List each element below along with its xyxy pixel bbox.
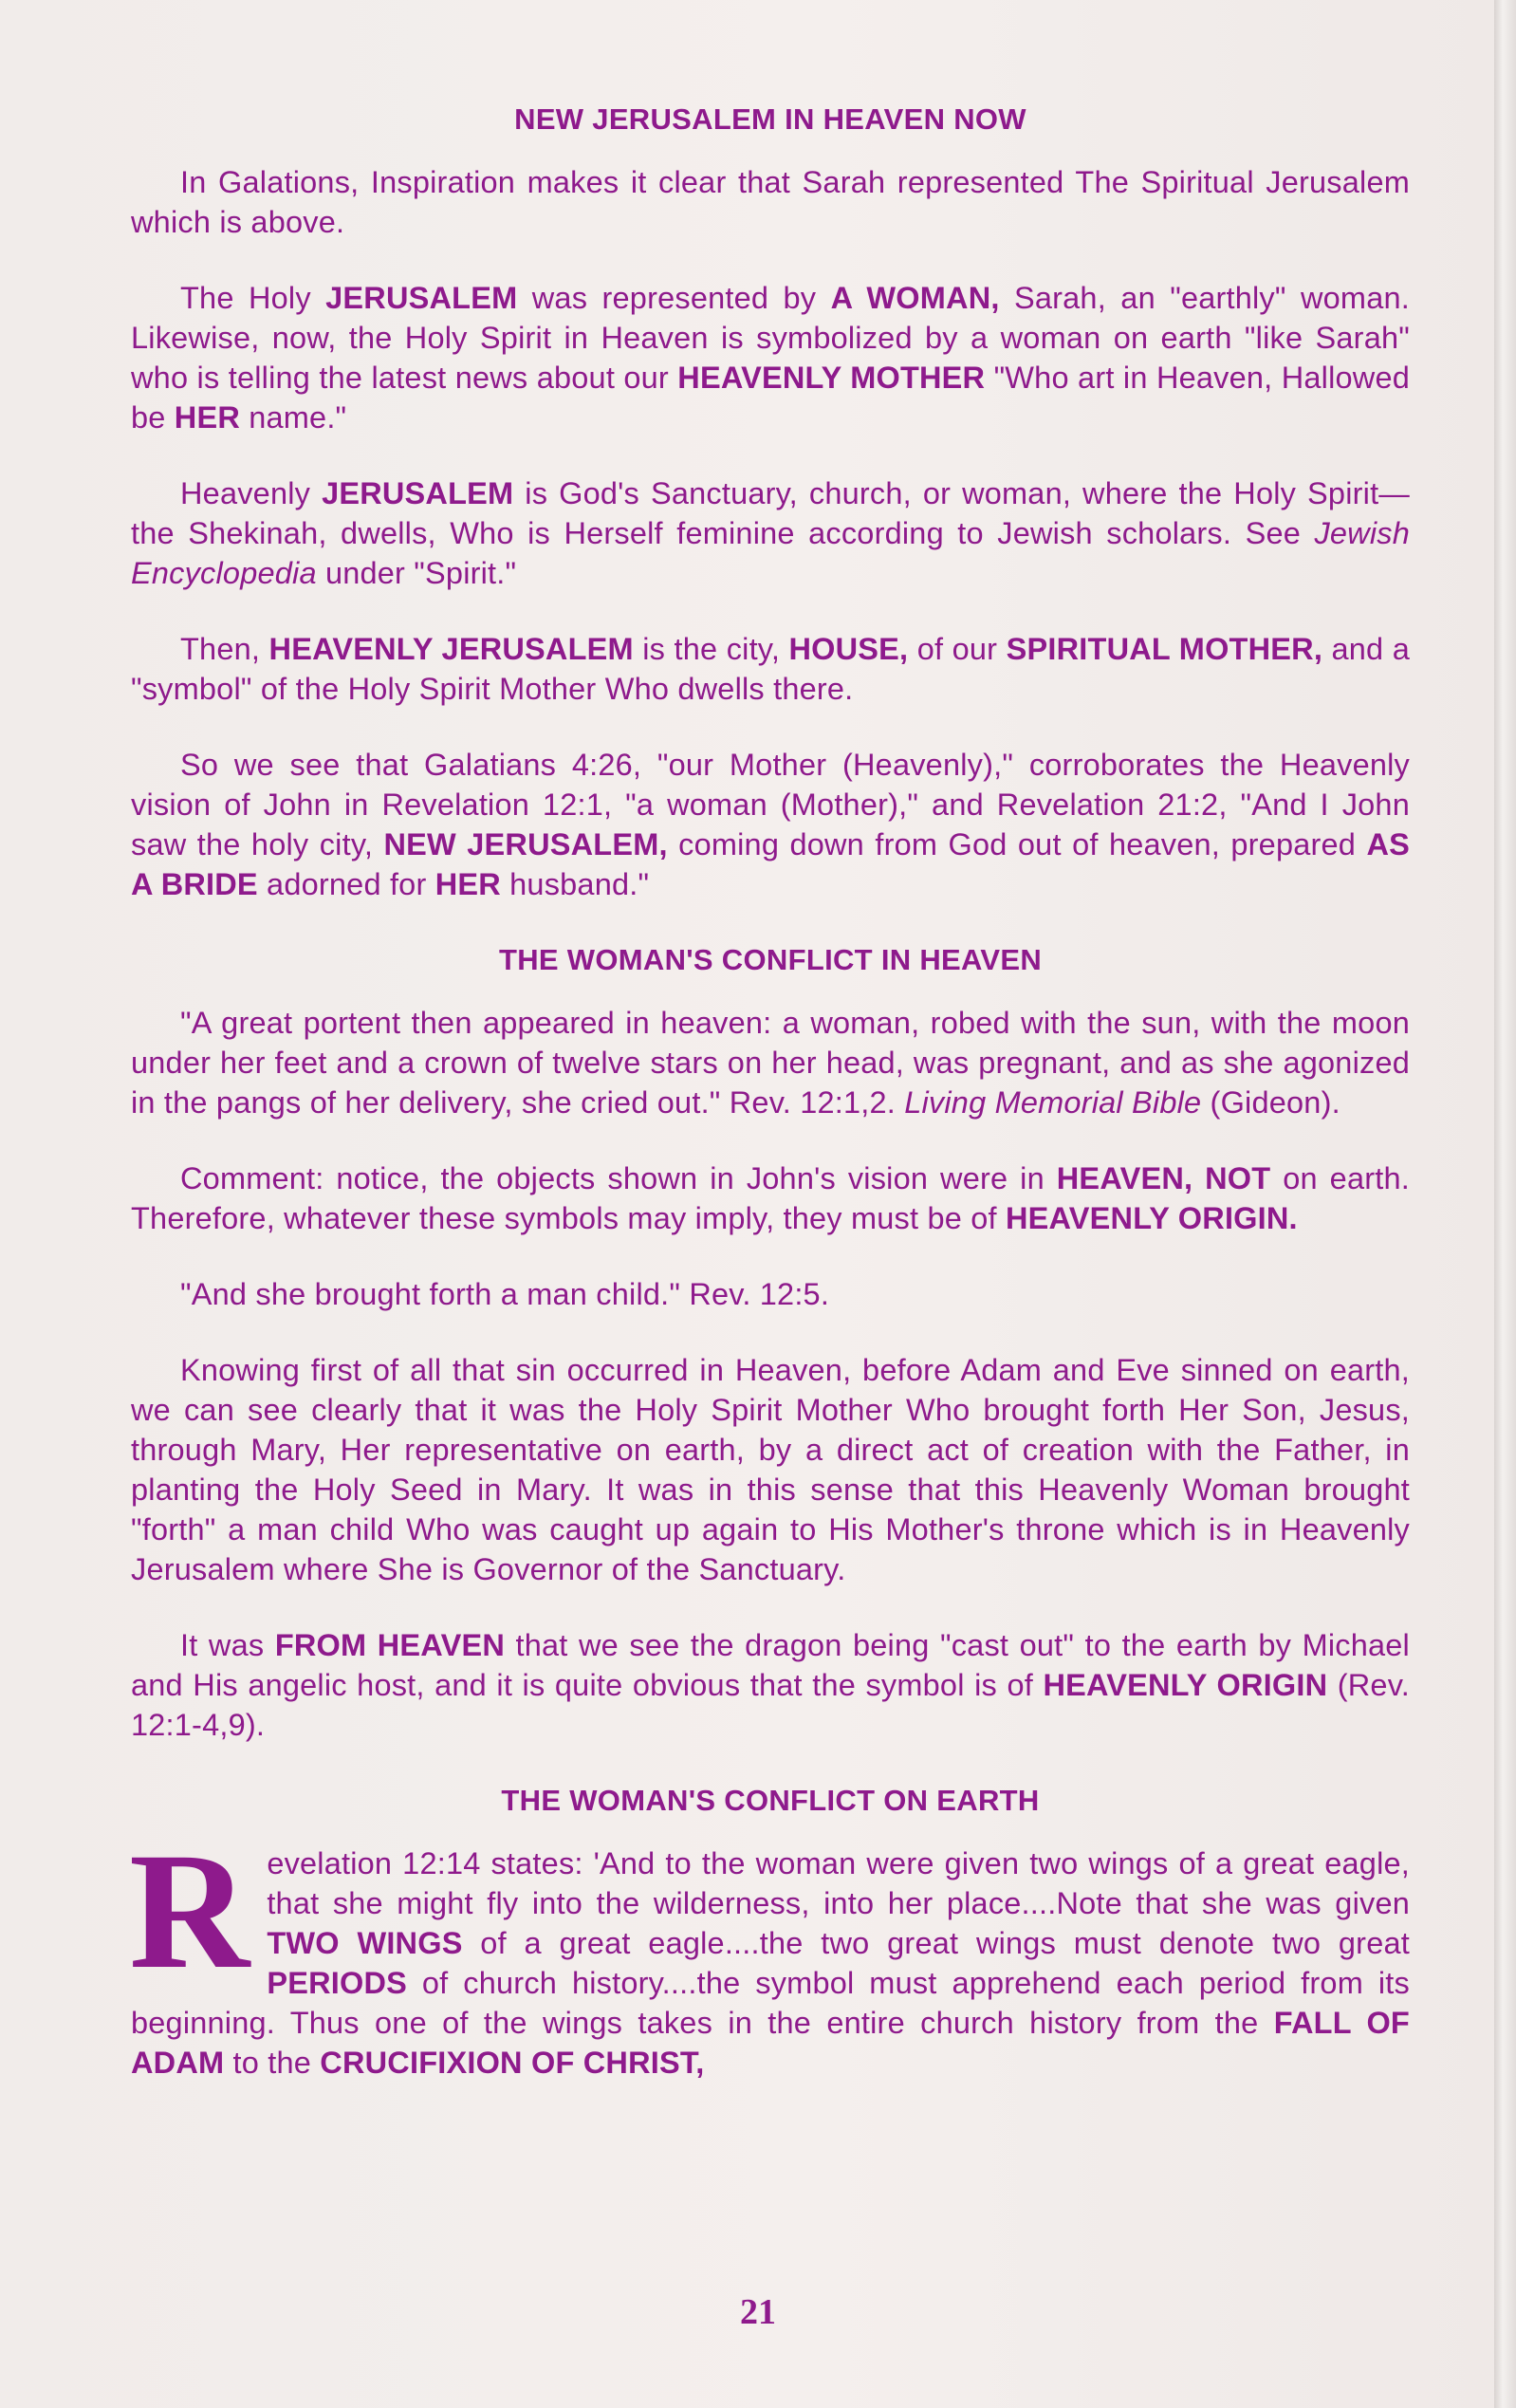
paragraph-galations: In Galations, Inspiration makes it clear that Sarah represented The Spiritual Jerusalem which is above.	[131, 165, 1410, 239]
drop-cap-letter: R	[129, 1819, 250, 2004]
page-content	[131, 100, 1410, 2119]
paragraph-heavenly-city: Then, HEAVENLY JERUSALEM is the city, HOUSE, of our SPIRITUAL MOTHER, and a "symbol" of the Holy Spirit Mother Who dwells there.	[131, 632, 1410, 706]
paragraph-from-heaven: It was FROM HEAVEN that we see the dragon being "cast out" to the earth by Michael and His angelic host, and it is quite obvious that the symbol is of HEAVENLY ORIGIN (Rev. 12:1-4,9).	[131, 1628, 1410, 1742]
page-edge	[1494, 0, 1516, 2408]
section-heading-new-jerusalem: NEW JERUSALEM IN HEAVEN NOW	[514, 102, 1026, 136]
paragraph-man-child: "And she brought forth a man child." Rev. 12:5.	[180, 1277, 830, 1311]
paragraph-revelation-wings: Revelation 12:14 states: 'And to the woman were given two wings of a great eagle, that she might fly into the wilderness, into her place....Note that she was given TWO WINGS of a great eagle....the two great wings must denote two great PERIODS of church history....the symbol must apprehend each period from its beginning. Thus one of the wings takes in the entire church history from the FALL OF ADAM to the CRUCIFIXION OF CHRIST,	[129, 1819, 1410, 2080]
paragraph-holy-jerusalem: The Holy JERUSALEM was represented by A WOMAN, Sarah, an "earthly" woman. Likewise, now, the Holy Spirit in Heaven is symbolized by a woman on earth "like Sarah" who is telling the latest news about our HEAVENLY MOTHER "Who art in Heaven, Hallowed be HER name."	[131, 281, 1411, 435]
paragraph-sanctuary: Heavenly JERUSALEM is God's Sanctuary, church, or woman, where the Holy Spirit—the Shekinah, dwells, Who is Herself feminine according to Jewish scholars. See Jewish Encyclopedia under "Spirit."	[131, 476, 1410, 590]
section-heading-conflict-heaven: THE WOMAN'S CONFLICT IN HEAVEN	[498, 943, 1043, 976]
paragraph-galatians-revelation: So we see that Galatians 4:26, "our Mother (Heavenly)," corroborates the Heavenly vision of John in Revelation 12:1, "a woman (Mother)," and Revelation 21:2, "And I John saw the holy city, NEW JERUSALEM, coming down from God out of heaven, prepared AS A BRIDE adorned for HER husband."	[131, 748, 1411, 901]
paragraph-great-portent: "A great portent then appeared in heaven: a woman, robed with the sun, with the moon under her feet and a crown of twelve stars on her head, was pregnant, and as she agonized in the pangs of her delivery, she cried out." Rev. 12:1,2. Living Memorial Bible (Gideon).	[131, 1006, 1410, 1120]
section-heading-conflict-earth: THE WOMAN'S CONFLICT ON EARTH	[501, 1784, 1040, 1817]
paragraph-knowing: Knowing first of all that sin occurred in Heaven, before Adam and Eve sinned on earth, we can see clearly that it was the Holy Spirit Mother Who brought forth Her Son, Jesus, through Mary, Her representative on earth, by a direct act of creation with the Father, in planting the Holy Seed in Mary. It was in this sense that this Heavenly Woman brought "forth" a man child Who was caught up again to His Mother's throne which is in Heavenly Jerusalem where She is Governor of the Sanctuary.	[131, 1353, 1410, 1586]
paragraph-comment: Comment: notice, the objects shown in John's vision were in HEAVEN, NOT on earth. Therefore, whatever these symbols may imply, they must be of HEAVENLY ORIGIN.	[131, 1161, 1410, 1235]
page-number: 21	[740, 2292, 776, 2332]
